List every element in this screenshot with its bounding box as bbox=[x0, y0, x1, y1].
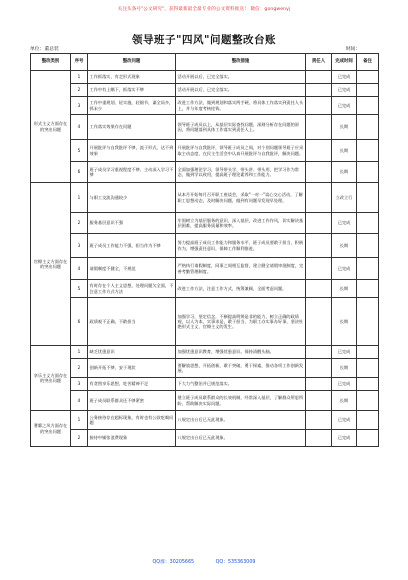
table-row bbox=[31, 378, 379, 391]
problem-cell: 政绩观不正确，不敢担当 bbox=[88, 298, 176, 346]
row-number: 3 bbox=[71, 378, 88, 391]
note-cell bbox=[357, 411, 379, 430]
status-cell: 长期 bbox=[332, 115, 357, 140]
header-category: 整改类别 bbox=[31, 54, 71, 71]
owner-cell bbox=[306, 183, 332, 213]
owner-cell bbox=[306, 280, 332, 298]
status-cell: 已完成 bbox=[332, 346, 357, 359]
note-cell bbox=[357, 298, 379, 346]
status-cell: 已完成 bbox=[332, 411, 357, 430]
row-number: 5 bbox=[71, 280, 88, 298]
row-number: 5 bbox=[71, 140, 88, 162]
header-problem: 整改问题 bbox=[88, 54, 176, 71]
status-cell: 立改立行 bbox=[332, 183, 357, 213]
problem-cell: 公务接待存在超标现象，有时也有公款吃喝问题 bbox=[88, 411, 176, 430]
category-cell: 官僚主义方面存在的突出问题 bbox=[31, 183, 71, 346]
note-cell bbox=[357, 391, 379, 411]
note-cell bbox=[357, 84, 379, 97]
problem-cell: 班子成员工作能力不强，担当作为不够 bbox=[88, 234, 176, 258]
header-no: 序号 bbox=[71, 54, 88, 71]
problem-cell: 接待中铺张浪费现象 bbox=[88, 430, 176, 447]
problem-cell: 班子成员学习重视程度不够，主动深入学习不够 bbox=[88, 162, 176, 183]
table-row bbox=[31, 346, 379, 359]
row-number: 2 bbox=[71, 84, 88, 97]
row-number: 2 bbox=[71, 430, 88, 447]
category-cell: 形式主义方面存在的突出问题 bbox=[31, 71, 71, 183]
owner-cell bbox=[306, 213, 332, 234]
owner-cell bbox=[306, 411, 332, 430]
problem-cell: 与职工交流沟通较少 bbox=[88, 183, 176, 213]
row-number: 4 bbox=[71, 258, 88, 280]
owner-cell bbox=[306, 84, 332, 97]
row-number: 2 bbox=[71, 213, 88, 234]
measures-cell: 领导班子成员以上，从基层实际查找问题，深刻分析存在问题的原因，将问题落到具体工作落实到责任人上。 bbox=[176, 115, 306, 140]
note-cell bbox=[357, 258, 379, 280]
table-row bbox=[31, 391, 379, 411]
owner-cell bbox=[306, 346, 332, 359]
note-cell bbox=[357, 71, 379, 84]
owner-cell bbox=[306, 234, 332, 258]
row-number: 6 bbox=[71, 162, 88, 183]
owner-cell bbox=[306, 162, 332, 183]
problem-cell: 请假制度不健全，不规范 bbox=[88, 258, 176, 280]
status-cell: 已完成 bbox=[332, 97, 357, 115]
note-cell bbox=[357, 162, 379, 183]
header-note: 备注 bbox=[357, 54, 379, 71]
note-cell bbox=[357, 213, 379, 234]
table-row bbox=[31, 411, 379, 430]
owner-cell bbox=[306, 391, 332, 411]
problem-cell: 班子成员联系群众还不够紧密 bbox=[88, 391, 176, 411]
table-row bbox=[31, 183, 379, 213]
note-cell bbox=[357, 183, 379, 213]
row-number: 2 bbox=[71, 359, 88, 378]
measures-cell: 加强忧患意识教育，增强忧患意识。保持清醒头脑。 bbox=[176, 346, 306, 359]
owner-cell bbox=[306, 140, 332, 162]
measures-cell: 下大力气整治并已规范落实。 bbox=[176, 378, 306, 391]
header-measures: 整改措施 bbox=[176, 54, 306, 71]
note-cell bbox=[357, 378, 379, 391]
measures-cell: 建立班子成员联系群众的长效机制，经常深入基层，了解群众所思所盼，帮助解决实际问题。 bbox=[176, 391, 306, 411]
problem-cell: 缺乏忧患意识 bbox=[88, 346, 176, 359]
table-row bbox=[31, 84, 379, 97]
status-cell: 长期 bbox=[332, 359, 357, 378]
table-row bbox=[31, 213, 379, 234]
row-number: 1 bbox=[71, 71, 88, 84]
category-cell: 享乐主义方面存在的突出问题 bbox=[31, 346, 71, 411]
table-header-row bbox=[31, 54, 379, 71]
measures-cell: 加强学习，坚定信念，不断提高明辨是非的能力，树立正确的政绩观，以人为本，实事求是，敢于担当，为职工办实事办好事，坚决杜绝形式主义、官僚主义的发生。 bbox=[176, 298, 306, 346]
note-cell bbox=[357, 346, 379, 359]
table-row bbox=[31, 359, 379, 378]
problem-cell: 工作落实效果存在问题 bbox=[88, 115, 176, 140]
table-row bbox=[31, 140, 379, 162]
measures-cell: 八规定出台后已无此现象。 bbox=[176, 430, 306, 447]
row-number: 1 bbox=[71, 411, 88, 430]
note-cell bbox=[357, 234, 379, 258]
owner-cell bbox=[306, 115, 332, 140]
table-row bbox=[31, 280, 379, 298]
measures-cell: 改进工作方法，注意工作方式，统筹兼顾，全面考虑问题。 bbox=[176, 280, 306, 298]
owner-cell bbox=[306, 258, 332, 280]
problem-cell: 有时存在个人主义思想，处理问题欠全面，不注意工作方式方法 bbox=[88, 280, 176, 298]
status-cell: 长期 bbox=[332, 391, 357, 411]
owner-cell bbox=[306, 378, 332, 391]
status-cell: 已完成 bbox=[332, 258, 357, 280]
status-cell: 长期 bbox=[332, 140, 357, 162]
problem-cell: 有贪图享乐思想，吃苦精神不足 bbox=[88, 378, 176, 391]
category-cell: 奢靡之风方面存在的突出问题 bbox=[31, 411, 71, 447]
problem-cell: 服务基层意识不强 bbox=[88, 213, 176, 234]
footer-qq-group: QQ群：30205665 bbox=[152, 560, 195, 565]
status-cell: 已完成 bbox=[332, 213, 357, 234]
footer bbox=[0, 558, 408, 565]
measures-cell: 活动开展以后，已完全落实。 bbox=[176, 71, 306, 84]
measures-cell: 牢固树立为基层服务的意识，深入基层，改进工作作风，切实解决基层困难，提高服务质量和效率。 bbox=[176, 213, 306, 234]
row-number: 3 bbox=[71, 234, 88, 258]
unit-row bbox=[30, 45, 378, 52]
measures-cell: 要解放思想，开拓创新，敢于突破，勇于探索，推动各项工作创新发展。 bbox=[176, 359, 306, 378]
measures-cell: 活动开展以后，已完全落实。 bbox=[176, 84, 306, 97]
header-status: 完成时间 bbox=[332, 54, 357, 71]
problem-cell: 工作中有上瞒下，抓落实不够 bbox=[88, 84, 176, 97]
owner-cell bbox=[306, 359, 332, 378]
table-body bbox=[31, 71, 379, 447]
measures-cell: 改进工作方法，做到规划和落实两手硬，将具体工作落实到责任人头上，并与年度考核挂钩。 bbox=[176, 97, 306, 115]
status-cell: 已完成 bbox=[332, 378, 357, 391]
row-number: 1 bbox=[71, 346, 88, 359]
table-row bbox=[31, 71, 379, 84]
note-cell bbox=[357, 97, 379, 115]
rectification-table bbox=[30, 53, 379, 447]
measures-cell: 八规定出台后已无此现象。 bbox=[176, 411, 306, 430]
problem-cell: 开展批评与自我批评不够，流于形式，达不到效果 bbox=[88, 140, 176, 162]
table-row bbox=[31, 97, 379, 115]
owner-cell bbox=[306, 97, 332, 115]
header-owner: 责任人 bbox=[306, 54, 332, 71]
problem-cell: 工作中重规划、轻实施，轻细节，谋全局多，抓末少 bbox=[88, 97, 176, 115]
note-cell bbox=[357, 280, 379, 298]
date-label: 时间： bbox=[345, 47, 360, 52]
measures-cell: 开展批评与自我批评，领导班子成员之间，对个别问题领导班子应采取主动态度，在民主生活会中认真开展批评与自我批评，解决问题。 bbox=[176, 140, 306, 162]
row-number: 4 bbox=[71, 391, 88, 411]
table-row bbox=[31, 298, 379, 346]
row-number: 6 bbox=[71, 298, 88, 346]
note-cell bbox=[357, 140, 379, 162]
table-row bbox=[31, 234, 379, 258]
measures-cell: 努力提高班子成员工作能力和服务水平，班子成员要敢于担当，积极作为，增强责任意识，保障工作顺利推进。 bbox=[176, 234, 306, 258]
status-cell: 长期 bbox=[332, 280, 357, 298]
note-cell bbox=[357, 115, 379, 140]
note-cell bbox=[357, 430, 379, 447]
page-title: 领导班子"四风"问题整改台账 bbox=[132, 34, 276, 46]
unit-label: 单位：董总装 bbox=[30, 47, 59, 52]
table-row bbox=[31, 258, 379, 280]
problem-cell: 工作抓落实，有走形式现象 bbox=[88, 71, 176, 84]
table-row bbox=[31, 430, 379, 447]
owner-cell bbox=[306, 71, 332, 84]
status-cell: 已完成 bbox=[332, 430, 357, 447]
measures-cell: 全面加强理论学习，领导带头学、带头讲、带头用，把学习作为常态，做到学以致用，提高班子理论素养和工作能力。 bbox=[176, 162, 306, 183]
row-number: 4 bbox=[71, 115, 88, 140]
status-cell: 已完成 bbox=[332, 84, 357, 97]
status-cell: 已完成 bbox=[332, 71, 357, 84]
problem-cell: 创新开拓不够，安于现状 bbox=[88, 359, 176, 378]
owner-cell bbox=[306, 430, 332, 447]
owner-cell bbox=[306, 298, 332, 346]
note-cell bbox=[357, 359, 379, 378]
row-number: 3 bbox=[71, 97, 88, 115]
table-row bbox=[31, 115, 379, 140]
table-row bbox=[31, 162, 379, 183]
measures-cell: 从本月开始每月召开职工座谈会，采取"一对一"谈心交心活动，了解职工思想动态，及时解决问题，做到有问题早发现早处理。 bbox=[176, 183, 306, 213]
measures-cell: 严格执行请假制度，同事之间相互监督，建立健全请假审批制度，完善考勤管理制度。 bbox=[176, 258, 306, 280]
status-cell: 长期 bbox=[332, 298, 357, 346]
status-cell: 长期 bbox=[332, 234, 357, 258]
status-cell: 长期 bbox=[332, 162, 357, 183]
header-notice: 关注头条号"公文研究"，获得最新最全最专业的公文资料推送！ 微信：gongwenyj bbox=[117, 7, 291, 12]
row-number: 1 bbox=[71, 183, 88, 213]
footer-qq: QQ：535363009 bbox=[215, 560, 256, 565]
